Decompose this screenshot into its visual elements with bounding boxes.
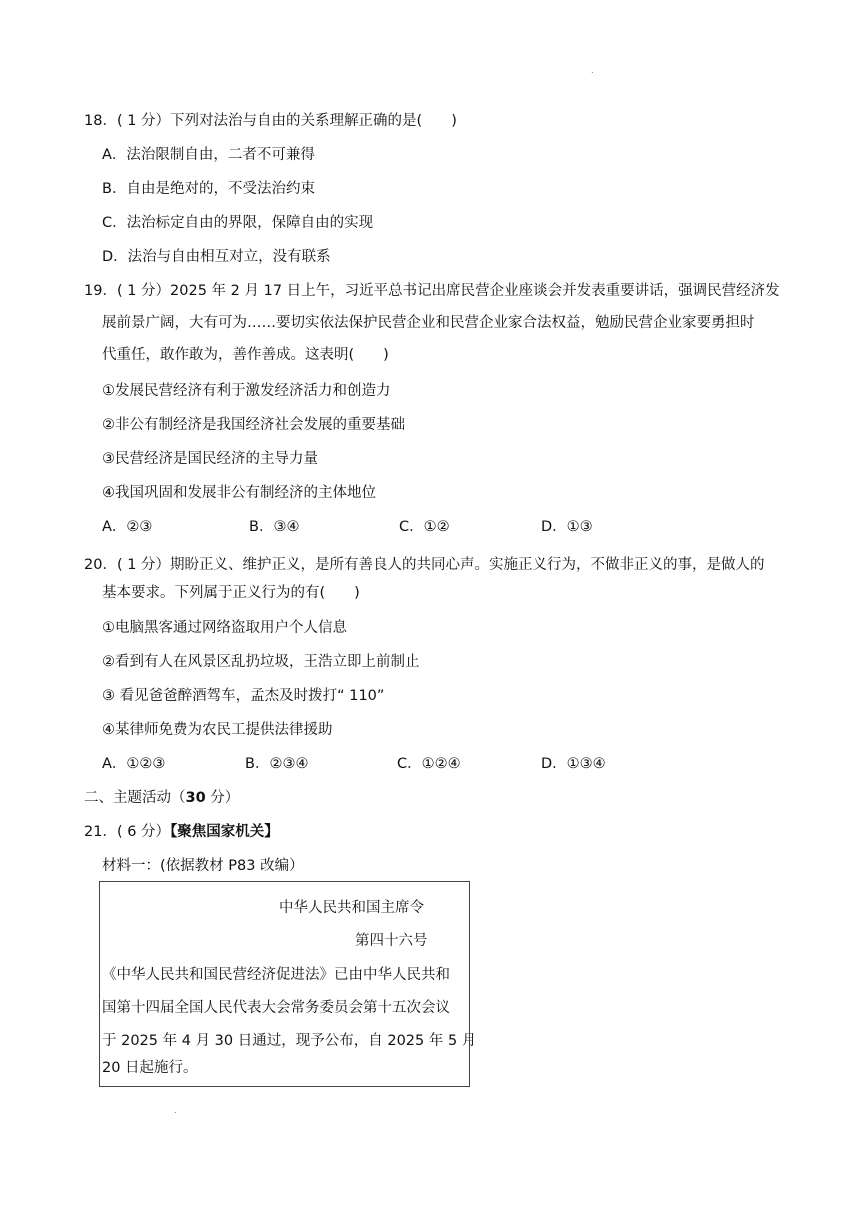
top-dot: . <box>591 66 594 75</box>
q21-heading <box>84 822 279 842</box>
section-2-heading <box>84 788 239 808</box>
bottom-dot: . <box>174 1106 177 1115</box>
q18-stem: 18．( 1 分）下列对法治与自由的关系理解正确的是( ) <box>84 113 457 129</box>
section-2-score: 30 <box>185 790 206 806</box>
decree-body-line-1: 《中华人民共和国民营经济促进法》已由中华人民共和 <box>102 967 450 983</box>
q19-stem-line-3: 代重任，敢作敢为，善作善成。这表明( ) <box>102 347 389 363</box>
q19-stem-line-1: 19．( 1 分）2025 年 2 月 17 日上午，习近平总书记出席民营企业座谈会并发表重要讲话，强调民营经济发 <box>84 283 780 299</box>
q20-option-d: D．①③④ <box>541 756 606 772</box>
q20-stem-line-1: 20．( 1 分）期盼正义、维护正义，是所有善良人的共同心声。实施正义行为，不做非正义的事，是做人的 <box>84 557 765 573</box>
q21-prefix: 21．( 6 分） <box>84 824 171 840</box>
q20-option-b: B．②③④ <box>245 756 309 772</box>
q20-statement-1: ①电脑黑客通过网络盗取用户个人信息 <box>102 620 347 636</box>
q18-option-c: C．法治标定自由的界限，保障自由的实现 <box>102 215 374 231</box>
q19-statement-2: ②非公有制经济是我国经济社会发展的重要基础 <box>102 417 405 433</box>
q20-statement-3: ③ 看见爸爸醉酒驾车，孟杰及时拨打“ 110” <box>102 688 385 704</box>
decree-body-line-4: 20 日起施行。 <box>102 1060 198 1076</box>
q20-options <box>102 754 702 774</box>
q19-option-b: B．③④ <box>249 519 300 535</box>
q20-statement-4: ④某律师免费为农民工提供法律援助 <box>102 722 333 738</box>
material-box <box>99 881 477 1087</box>
decree-body-line-3: 于 2025 年 4 月 30 日通过，现予公布，自 2025 年 5 月 <box>102 1033 477 1049</box>
q18-option-a: A．法治限制自由，二者不可兼得 <box>102 147 315 163</box>
q20-option-c: C．①②④ <box>397 756 461 772</box>
q18-option-b: B．自由是绝对的，不受法治约束 <box>102 181 315 197</box>
q21-title: 【聚焦国家机关】 <box>170 824 279 840</box>
decree-heading: 中华人民共和国主席令 <box>279 900 424 916</box>
q19-option-c: C．①② <box>399 519 450 535</box>
q19-statement-1: ①发展民营经济有利于激发经济活力和创造力 <box>102 383 391 399</box>
section-2-suffix: 分） <box>205 790 240 806</box>
q19-option-a: A．②③ <box>102 519 153 535</box>
q21-material-label: 材料一：(依据教材 P83 改编） <box>102 858 304 874</box>
section-2-prefix: 二、主题活动（ <box>84 790 186 806</box>
q19-statement-4: ④我国巩固和发展非公有制经济的主体地位 <box>102 485 376 501</box>
q18-option-d: D．法治与自由相互对立，没有联系 <box>102 249 331 265</box>
q20-statement-2: ②看到有人在风景区乱扔垃圾，王浩立即上前制止 <box>102 654 420 670</box>
q20-option-a: A．①②③ <box>102 756 166 772</box>
decree-body-line-2: 国第十四届全国人民代表大会常务委员会第十五次会议 <box>102 1000 450 1016</box>
q20-stem-line-2: 基本要求。下列属于正义行为的有( ) <box>102 585 360 601</box>
q19-stem-line-2: 展前景广阔，大有可为……要切实依法保护民营企业和民营企业家合法权益，勉励民营企业家要勇担时 <box>102 315 755 331</box>
q19-option-d: D．①③ <box>541 519 593 535</box>
q19-options <box>102 517 702 537</box>
decree-number: 第四十六号 <box>355 933 428 949</box>
q19-statement-3: ③民营经济是国民经济的主导力量 <box>102 451 318 467</box>
